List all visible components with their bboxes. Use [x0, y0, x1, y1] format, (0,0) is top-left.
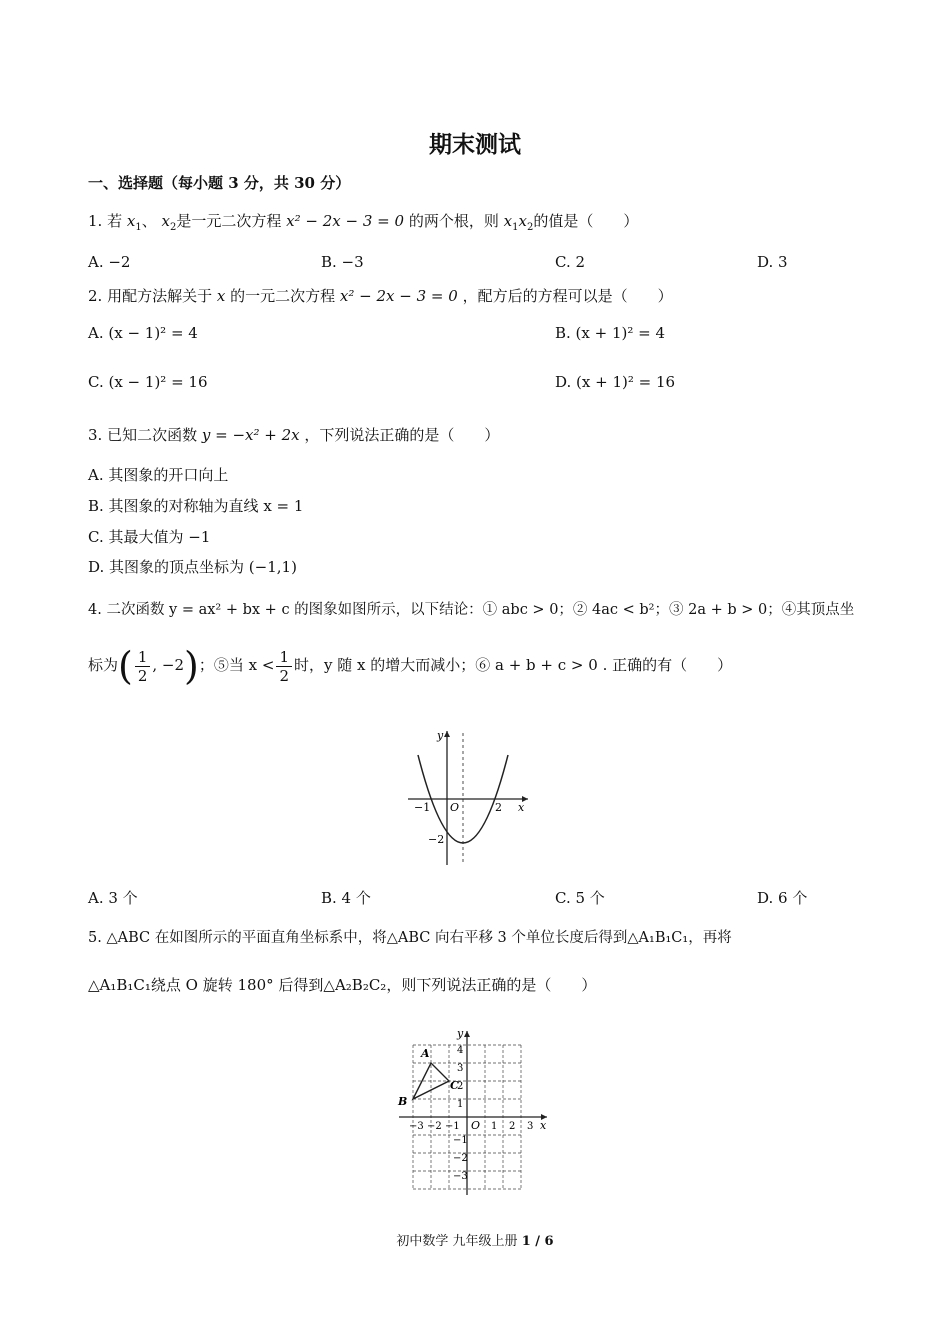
q5-xtick-neg1: −1	[445, 1121, 460, 1132]
q4-line2-a: 标为	[88, 656, 119, 674]
q2-equation: x² − 2x − 3 = 0	[339, 287, 458, 305]
q2-option-d: D. (x + 1)² = 16	[555, 373, 676, 391]
question-2	[88, 285, 673, 306]
q1-mid1: 、	[141, 212, 157, 230]
q4-fraction-2: $\frac{1}{2}$	[276, 648, 292, 685]
q2-prefix: 2. 用配方法解关于	[88, 287, 213, 305]
q4-parabola-graph	[400, 725, 535, 870]
q5-xtick-1: 1	[491, 1121, 498, 1132]
q1-prefix: 1. 若	[88, 212, 123, 230]
q4-line-2: 标为( $\frac{1}{2}$ , −2)；⑤当 x < $\frac{1}{2}$ 时，y 随 x 的增大而减小；⑥ a + b + c > 0 . 正确的有（ ）	[88, 644, 733, 688]
page-title: 期末测试	[429, 131, 521, 158]
q1-option-a: A. −2	[88, 253, 131, 271]
q3-equation: y = −x² + 2x	[201, 426, 300, 444]
q3-prefix: 3. 已知二次函数	[88, 426, 198, 444]
q5-ytick-3: 3	[457, 1063, 464, 1074]
q2-option-a: A. (x − 1)² = 4	[88, 324, 198, 342]
q1-mid3: 的两个根，则	[408, 212, 499, 230]
q5-line-1: 5. △ABC 在如图所示的平面直角坐标系中，将△ABC 向右平移 3 个单位长度后得到△A₁B₁C₁，再将	[88, 930, 732, 946]
q5-ytick-neg3: −3	[453, 1171, 468, 1182]
q5-ytick-neg2: −2	[453, 1153, 468, 1164]
q2-mid: 的一元二次方程	[230, 287, 336, 305]
footer-text: 初中数学 九年级上册	[396, 1234, 518, 1249]
q4-y-label: y	[437, 729, 444, 742]
q5-point-b: B	[398, 1095, 408, 1108]
q4-option-c: C. 5 个	[555, 889, 605, 907]
q1-tail: 的值是（ ）	[533, 212, 639, 230]
q3-option-a: A. 其图象的开口向上	[88, 466, 229, 484]
q5-x-label: x	[540, 1119, 547, 1132]
q5-xtick-2: 2	[509, 1121, 516, 1132]
q4-point-y: , −2	[152, 656, 185, 674]
q2-option-b: B. (x + 1)² = 4	[555, 324, 666, 342]
q5-origin-label: O	[471, 1119, 481, 1132]
q3-tail: ，下列说法正确的是（ ）	[304, 426, 500, 444]
q3-option-b: B. 其图象的对称轴为直线 x = 1	[88, 497, 304, 515]
q1-option-b: B. −3	[321, 253, 364, 271]
q5-point-a: A	[421, 1047, 430, 1060]
section-heading: 一、选择题（每小题 3 分，共 30 分）	[88, 174, 351, 192]
question-1: 1. 若 $x_1$、 $x_2$是一元二次方程 x² − 2x − 3 = 0 的两个根，则 $x_1x_2$的值是（ ）	[88, 212, 639, 233]
footer-page-number: 1 / 6	[521, 1234, 554, 1249]
q5-xtick-3: 3	[527, 1121, 534, 1132]
q1-equation: x² − 2x − 3 = 0	[286, 212, 405, 230]
q5-ytick-neg1: −1	[453, 1135, 468, 1146]
q5-ytick-4: 4	[457, 1045, 464, 1056]
q3-option-d: D. 其图象的顶点坐标为 (−1,1)	[88, 558, 297, 576]
q4-line2-c: 时，y 随 x 的增大而减小；⑥ a + b + c > 0 . 正确的有（ ）	[294, 656, 733, 674]
q5-line-2: △A₁B₁C₁绕点 O 旋转 180° 后得到△A₂B₂C₂，则下列说法正确的是（ ）	[88, 976, 597, 994]
q4-tick-neg1: −1	[414, 801, 431, 814]
q1-option-c: C. 2	[555, 253, 586, 271]
q4-x-label: x	[518, 801, 525, 814]
q4-option-d: D. 6 个	[757, 889, 808, 907]
q5-point-c: C	[450, 1079, 459, 1092]
q5-xtick-neg2: −2	[427, 1121, 442, 1132]
q3-option-c: C. 其最大值为 −1	[88, 528, 211, 546]
q5-y-label: y	[457, 1027, 464, 1040]
page-footer	[0, 1230, 950, 1249]
q2-tail: ，配方后的方程可以是（ ）	[462, 287, 673, 305]
question-3	[88, 424, 499, 445]
q4-line2-b: ；⑤当 x <	[198, 656, 275, 674]
q5-ytick-1: 1	[457, 1099, 464, 1110]
q2-var: x	[216, 287, 226, 305]
q4-line-1: 4. 二次函数 y = ax² + bx + c 的图象如图所示，以下结论：① abc > 0；② 4ac < b²；③ 2a + b > 0；④其顶点坐	[88, 602, 855, 618]
q5-coordinate-grid	[385, 1025, 560, 1200]
q4-option-a: A. 3 个	[88, 889, 138, 907]
q4-tick-2: 2	[495, 801, 502, 814]
q1-option-d: D. 3	[757, 253, 788, 271]
q2-option-c: C. (x − 1)² = 16	[88, 373, 208, 391]
q5-xtick-neg3: −3	[409, 1121, 424, 1132]
q1-mid2: 是一元二次方程	[176, 212, 282, 230]
q4-option-b: B. 4 个	[321, 889, 371, 907]
q5-ytick-2: 2	[457, 1081, 464, 1092]
q4-fraction-1: $\frac{1}{2}$	[135, 648, 151, 685]
q4-tick-neg2: −2	[428, 833, 445, 846]
q4-origin-label: O	[450, 801, 460, 814]
